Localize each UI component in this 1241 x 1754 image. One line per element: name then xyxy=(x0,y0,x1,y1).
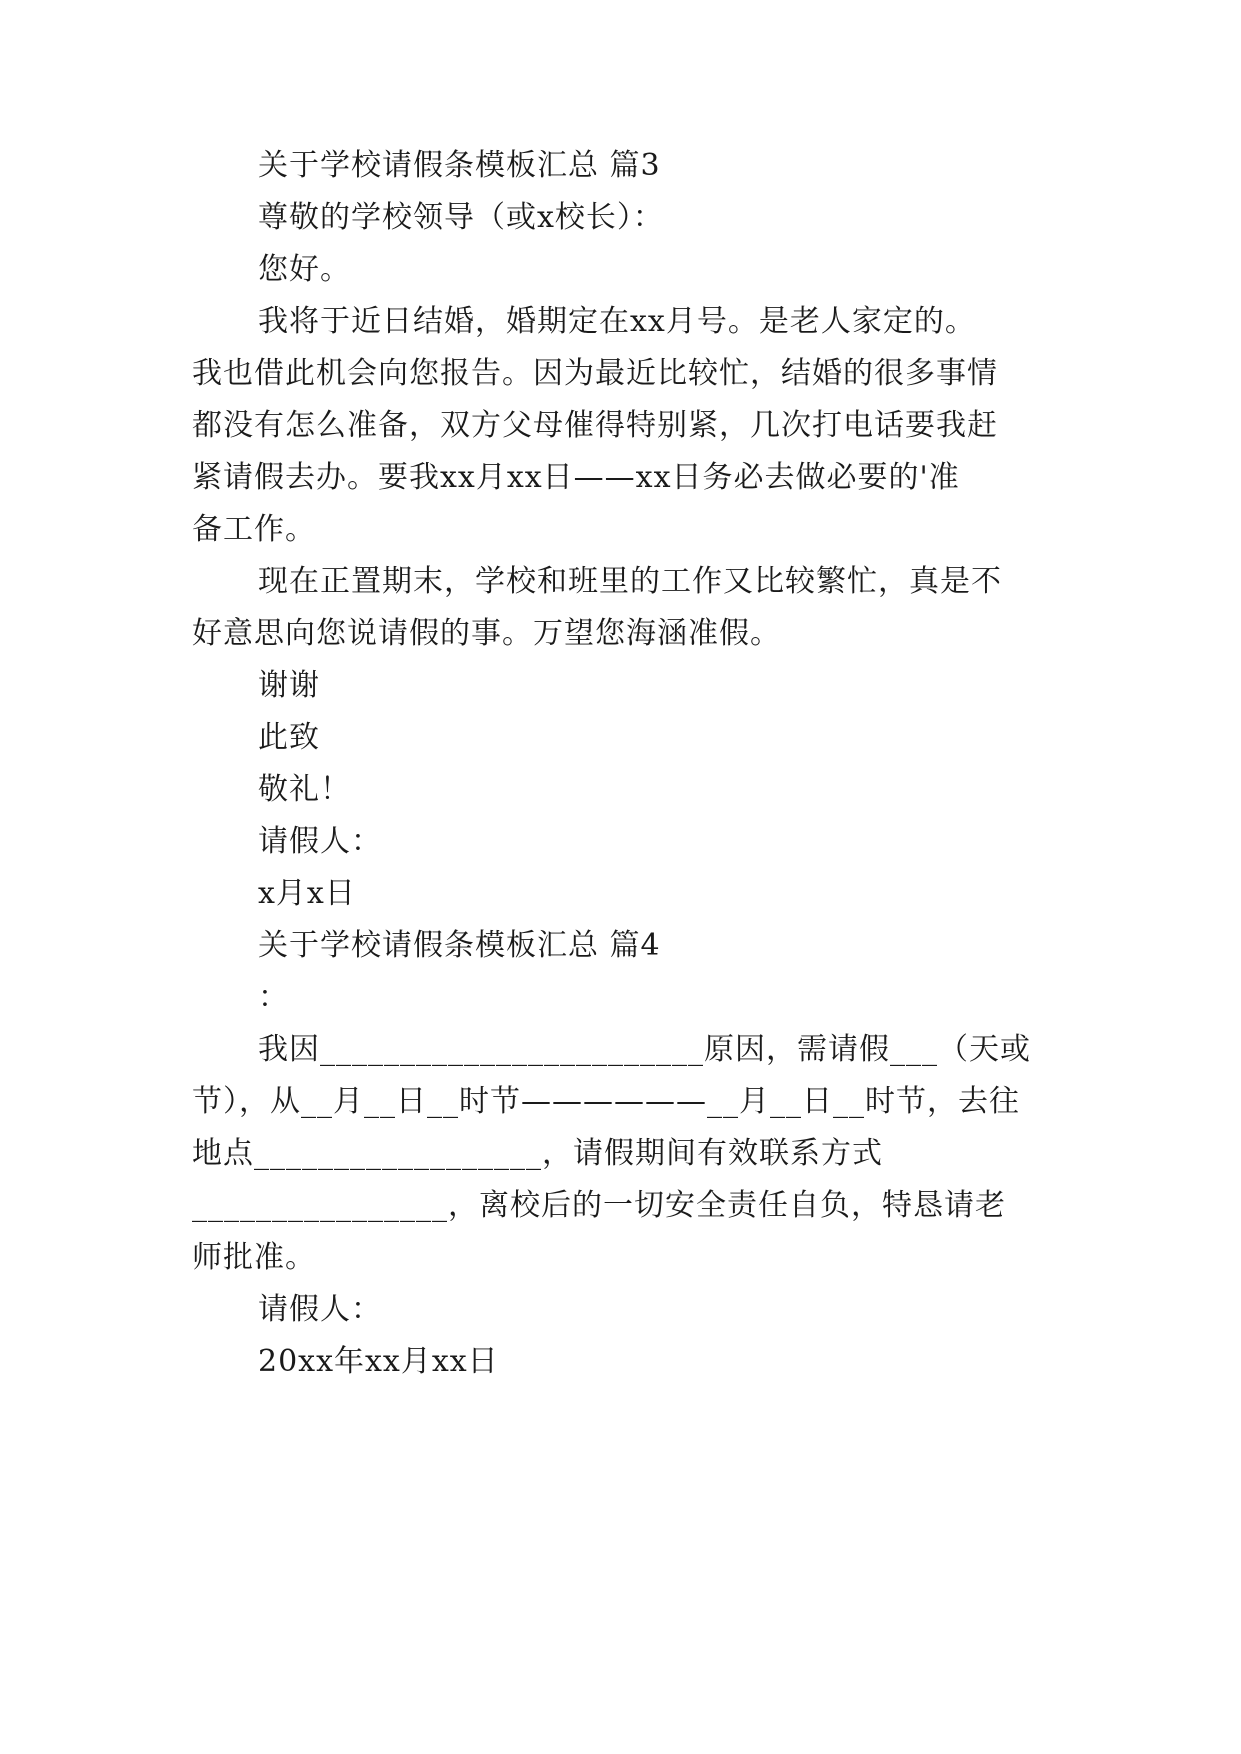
paragraph-line: 我也借此机会向您报告。因为最近比较忙，结婚的很多事情 xyxy=(192,356,998,391)
paragraph-line: 紧请假去办。要我xx月xx日——xx日务必去做必要的'准 xyxy=(192,460,960,495)
thanks-line: 谢谢 xyxy=(258,668,320,703)
date-line: 20xx年xx月xx日 xyxy=(258,1344,499,1379)
paragraph-line: 现在正置期末，学校和班里的工作又比较繁忙，真是不 xyxy=(258,564,1002,599)
closing-line: 此致 xyxy=(258,720,320,755)
closing-line: 敬礼！ xyxy=(258,772,351,807)
section-3-title: 关于学校请假条模板汇总 篇3 xyxy=(258,148,661,183)
signer-line: 请假人： xyxy=(258,1292,382,1327)
paragraph-line: 我因________________________原因，需请假___（天或 xyxy=(258,1032,1031,1067)
section-4-title: 关于学校请假条模板汇总 篇4 xyxy=(258,928,661,963)
date-line: x月x日 xyxy=(258,876,356,911)
greeting: 您好。 xyxy=(258,252,351,287)
paragraph-line: 地点__________________，请假期间有效联系方式 xyxy=(192,1136,883,1171)
salutation: 尊敬的学校领导（或x校长）： xyxy=(258,200,664,235)
paragraph-line: 节），从__月__日__时节——————__月__日__时节，去往 xyxy=(192,1084,1020,1119)
paragraph-line: 备工作。 xyxy=(192,512,316,547)
paragraph-line: ________________，离校后的一切安全责任自负，特恳请老 xyxy=(192,1188,1006,1223)
salutation-colon: ： xyxy=(258,980,289,1015)
signer-line: 请假人： xyxy=(258,824,382,859)
paragraph-line: 师批准。 xyxy=(192,1240,316,1275)
paragraph-line: 都没有怎么准备，双方父母催得特别紧，几次打电话要我赶 xyxy=(192,408,998,443)
paragraph-line: 好意思向您说请假的事。万望您海涵准假。 xyxy=(192,616,781,651)
paragraph-line: 我将于近日结婚，婚期定在xx月号。是老人家定的。 xyxy=(258,304,976,339)
